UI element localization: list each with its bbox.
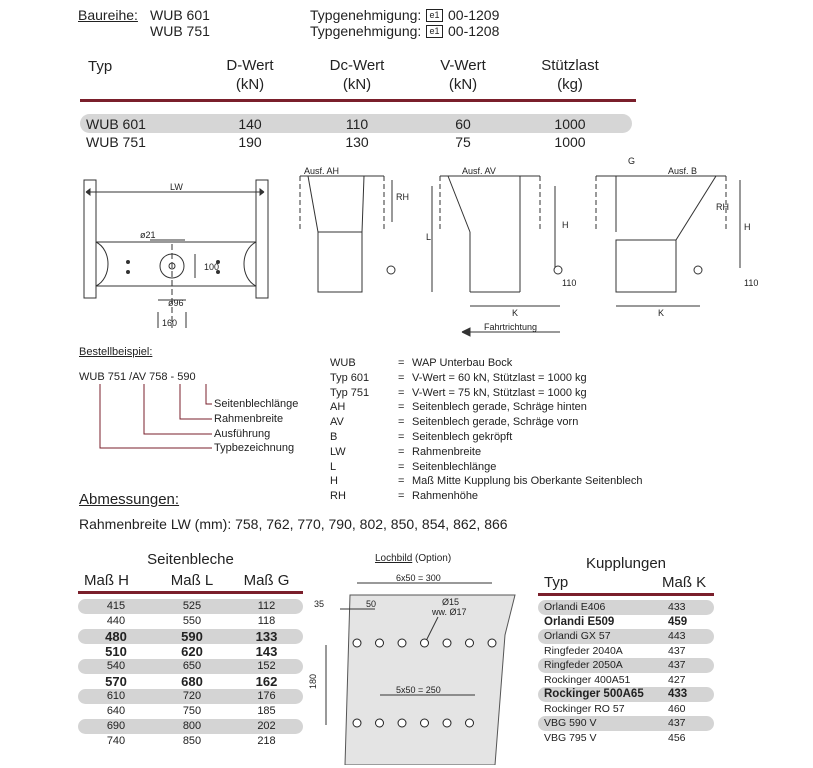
legend-item: AV = Seitenblech gerade, Schräge vorn [330,416,579,429]
table-cell: 440 [106,615,126,627]
coupling-name: Orlandi E509 [544,615,615,628]
coupling-name: Ringfeder 2040A [544,644,623,657]
table-row [78,689,303,704]
legend-item: LW = Rahmenbreite [330,445,482,458]
coupling-k: 460 [668,702,686,715]
svg-text:ø96: ø96 [168,298,184,308]
legend-item: B = Seitenblech gekröpft [330,430,513,443]
legend-item: L = Seitenblechlänge [330,460,497,473]
couplings-table [538,555,714,745]
table-row [538,702,714,717]
svg-text:6x50 = 300: 6x50 = 300 [396,573,441,583]
table-cell: 176 [257,690,276,702]
couplings-header: Typ Maß K [544,574,707,591]
table-row [78,614,303,629]
coupling-name: Rockinger RO 57 [544,702,625,715]
table-row [538,629,714,644]
table-cell: 650 [182,660,202,672]
table-cell: 850 [182,735,202,747]
spec-table-header [80,56,640,100]
coupling-name: Rockinger 500A65 [544,688,644,700]
table-cell: 800 [182,720,202,732]
table-cell: 640 [106,705,126,717]
hole-icon [353,719,361,727]
svg-text:50: 50 [366,599,377,609]
table-divider [78,591,303,594]
table-row [78,644,303,659]
column-header: V-Wert (kN) [440,57,486,93]
table-cell: 525 [182,600,202,612]
table-cell: 620 [181,644,203,659]
svg-text:K: K [512,308,519,318]
hole-icon [398,639,406,647]
table-cell: WUB 751 [86,134,146,150]
table-row [78,704,303,719]
svg-text:Ausf. AH: Ausf. AH [304,166,340,176]
coupling-k: 459 [668,615,688,628]
coupling-k: 456 [668,731,686,744]
svg-text:35: 35 [314,599,325,609]
table-row [538,731,714,746]
series-item: WUB 751 [150,23,210,39]
variant-ah-drawing [300,176,395,292]
table-cell: WUB 601 [86,116,146,132]
svg-text:180: 180 [308,673,318,689]
coupling-k: 437 [668,659,686,671]
table-cell: 415 [106,600,126,612]
table-cell: 185 [257,705,276,717]
e1-mark-icon: e1 [426,9,443,22]
coupling-k: 427 [668,673,686,686]
coupling-k: 433 [668,601,686,613]
dimensions-text: Rahmenbreite LW (mm): 758, 762, 770, 790, 802, 850, 854, 862, 866 [79,516,508,532]
approval-label: Typgenehmigung: [310,23,422,39]
order-label: Typbezeichnung [214,442,295,454]
table-cell: 1000 [554,134,586,150]
variant-b-drawing [596,176,740,306]
table-row [538,600,714,615]
legend-item: RH = Rahmenhöhe [330,490,479,503]
series-item: WUB 601 [150,7,210,23]
svg-text:RH: RH [396,192,409,202]
coupling-name: Ringfeder 2050A [544,659,623,671]
table-row [538,673,714,688]
table-row [78,599,303,614]
variant-av-drawing [432,176,562,306]
table-cell: 480 [105,629,127,644]
table-cell: 218 [257,735,276,747]
approval-number: 00-1208 [448,23,500,39]
table-cell: 118 [257,615,276,627]
hole-icon [398,719,406,727]
hole-pattern-drawing [300,565,530,765]
coupling-k: 443 [668,630,686,642]
table-row [78,629,303,644]
svg-text:110: 110 [744,278,759,288]
side-plates-header: Maß H Maß L Maß G [84,572,290,589]
order-code: WUB 751 /AV 758 - 590 [79,371,196,383]
legend-item: AH = Seitenblech gerade, Schräge hinten [330,401,587,414]
column-header: D-Wert (kN) [226,57,274,93]
table-cell: 540 [106,660,126,672]
table-row [78,719,303,734]
table-row [78,674,303,689]
svg-text:LW: LW [170,182,183,192]
table-cell: 112 [257,600,276,612]
coupling-k: 437 [668,644,686,657]
hole-icon [443,639,451,647]
legend-item: Typ 751 = V-Wert = 75 kN, Stützlast = 1000 kg [330,386,587,399]
table-cell: 110 [345,116,369,132]
column-header: Stützlast (kg) [541,57,599,93]
table-cell: 162 [255,674,278,689]
table-cell: 550 [182,615,202,627]
coupling-k: 433 [668,688,688,700]
hole-icon [443,719,451,727]
svg-text:H: H [744,222,751,232]
legend-item: Typ 601 = V-Wert = 60 kN, Stützlast = 1000 kg [330,371,587,384]
table-cell: 130 [345,134,369,150]
hole-icon [466,639,474,647]
table-cell: 75 [455,134,471,150]
table-cell: 510 [105,644,127,659]
order-label: Rahmenbreite [214,413,284,425]
svg-text:H: H [562,220,569,230]
table-row [538,658,714,673]
table-cell: 570 [105,674,127,689]
coupling-name: Rockinger 400A51 [544,673,631,686]
table-cell: 720 [182,690,202,702]
table-cell: 202 [257,720,276,732]
table-divider [80,99,636,102]
table-cell: 610 [106,690,126,702]
coupling-name: VBG 795 V [544,731,597,744]
table-cell: 140 [238,116,262,132]
coupling-k: 437 [668,717,686,729]
table-cell: 750 [182,705,202,717]
svg-text:ø21: ø21 [140,230,156,240]
series-label: Baureihe: [78,7,138,23]
svg-text:RH: RH [716,202,729,212]
coupling-name: Orlandi GX 57 [544,630,611,642]
table-row [538,644,714,659]
technical-drawings [0,150,813,340]
table-cell: 1000 [554,116,586,132]
svg-text:Ø15: Ø15 [442,597,460,607]
legend-list [330,356,643,504]
hole-icon [376,639,384,647]
approval-number: 00-1209 [448,7,500,23]
column-header: Typ [88,58,113,75]
table-cell: 690 [106,720,126,732]
hole-icon [466,719,474,727]
legend-item: WUB = WAP Unterbau Bock [330,357,513,369]
order-example-title: Bestellbeispiel: [79,346,153,358]
coupling-name: Orlandi E406 [544,601,606,613]
table-cell: 143 [255,644,278,659]
hole-icon [421,719,429,727]
svg-text:5x50 = 250: 5x50 = 250 [396,685,441,695]
order-label: Ausführung [214,428,271,440]
table-cell: 680 [181,674,203,689]
table-cell: 590 [181,629,203,644]
dimensions-title: Abmessungen: [79,491,180,508]
table-cell: 152 [257,660,276,672]
column-header: Dc-Wert (kN) [329,57,385,93]
svg-text:Ausf. B: Ausf. B [668,166,698,176]
table-row [538,687,714,702]
order-label: Seitenblechlänge [214,398,299,410]
table-row [538,716,714,731]
couplings-title: Kupplungen [585,555,667,572]
coupling-name: VBG 590 V [544,717,597,729]
order-code-connectors [90,384,220,454]
table-cell: 190 [238,134,262,150]
side-plates-table [78,551,303,749]
hole-icon [353,639,361,647]
table-row [78,734,303,749]
table-cell: 133 [255,629,278,644]
hole-icon [488,639,496,647]
hole-pattern-title: Lochbild (Option) [375,553,452,564]
hole-icon [421,639,429,647]
svg-text:Ausf. AV: Ausf. AV [462,166,496,176]
svg-text:100: 100 [204,262,220,272]
svg-text:110: 110 [562,278,577,288]
table-row [78,659,303,674]
svg-text:Fahrtrichtung: Fahrtrichtung [484,322,538,332]
legend-item: H = Maß Mitte Kupplung bis Oberkante Seitenblech [330,475,643,488]
table-row [538,615,714,630]
svg-text:K: K [658,308,665,318]
approval-label: Typgenehmigung: [310,7,422,23]
table-cell: 740 [106,735,126,747]
svg-text:160: 160 [162,318,178,328]
side-plates-title: Seitenbleche [147,551,234,568]
table-cell: 60 [455,116,471,132]
svg-text:ww. Ø17: ww. Ø17 [432,607,467,617]
table-divider [538,593,714,596]
svg-text:L: L [426,232,432,242]
svg-text:G: G [628,156,636,166]
e1-mark-icon: e1 [426,25,443,38]
hole-icon [376,719,384,727]
